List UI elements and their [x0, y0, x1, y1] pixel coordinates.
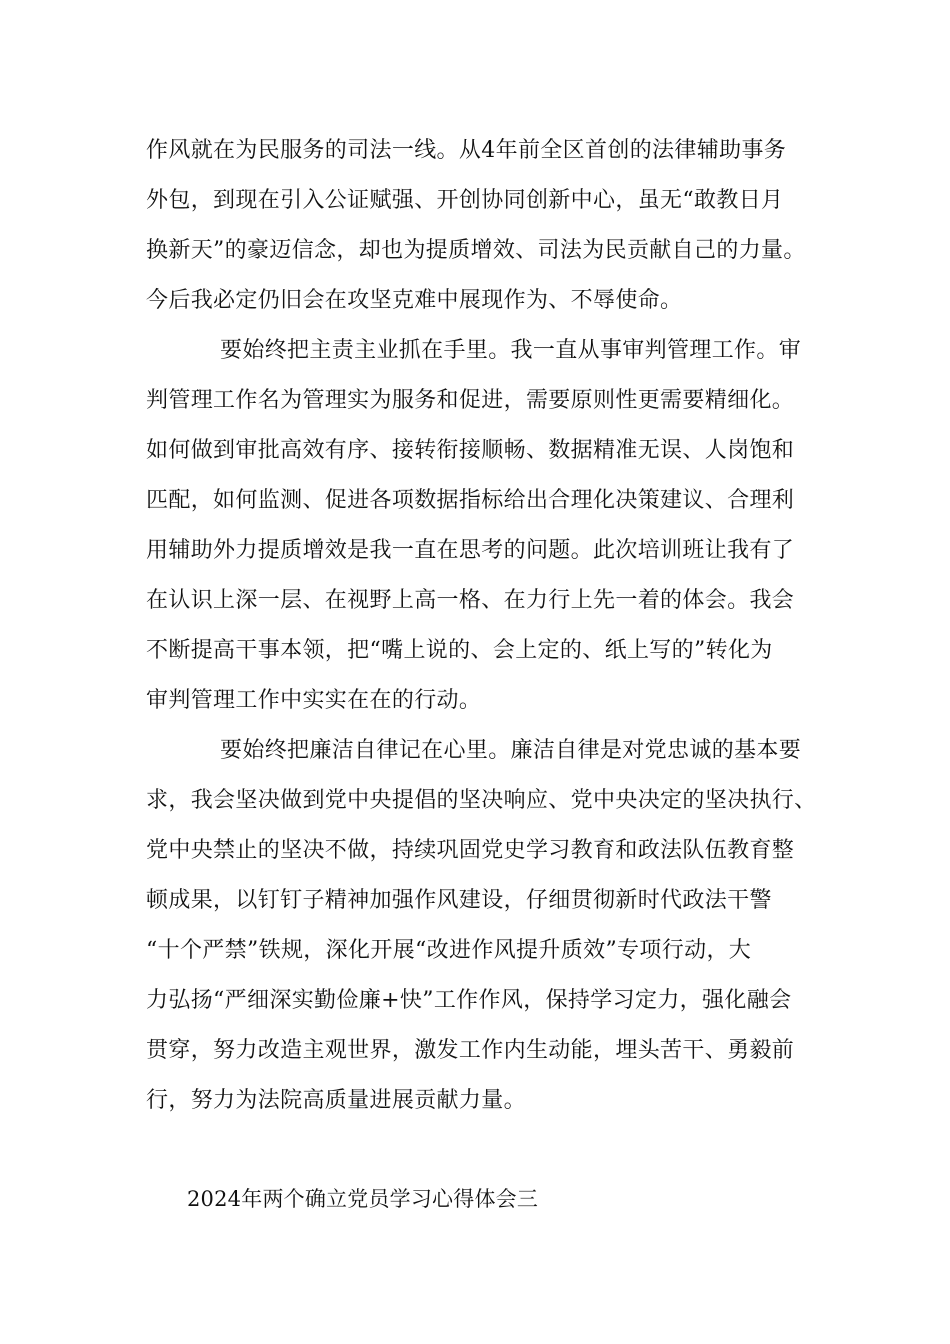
text-line: 审判管理工作中实实在在的行动。 — [146, 688, 482, 713]
text-line: 作风就在为民服务的司法一线。从4年前全区首创的法律辅助事务 — [146, 138, 787, 163]
text-line: 求，我会坚决做到党中央提倡的坚决响应、党中央决定的坚决执行、 — [146, 788, 817, 813]
text-line: 在认识上深一层、在视野上高一格、在力行上先一着的体会。我会 — [146, 588, 795, 613]
paragraph-1 — [146, 126, 836, 326]
text-line: 换新天”的豪迈信念，却也为提质增效、司法为民贡献自己的力量。 — [146, 238, 806, 263]
text-line: 如何做到审批高效有序、接转衔接顺畅、数据精准无误、人岗饱和 — [146, 438, 795, 463]
text-line-indented: 要始终把廉洁自律记在心里。廉洁自律是对党忠诚的基本要 — [220, 738, 802, 763]
text-line: “十个严禁”铁规，深化开展“改进作风提升质效”专项行动，大 — [146, 938, 752, 963]
paragraph-3 — [146, 726, 836, 1126]
text-line: 今后我必定仍旧会在攻坚克难中展现作为、不辱使命。 — [146, 288, 683, 313]
text-line: 顿成果，以钉钉子精神加强作风建设，仔细贯彻新时代政法干警 — [146, 888, 772, 913]
text-line-indented: 要始终把主责主业抓在手里。我一直从事审判管理工作。审 — [220, 338, 802, 363]
paragraph-2 — [146, 326, 836, 726]
text-line: 党中央禁止的坚决不做，持续巩固党史学习教育和政法队伍教育整 — [146, 838, 795, 863]
text-line: 行，努力为法院高质量进展贡献力量。 — [146, 1088, 526, 1113]
text-line: 匹配，如何监测、促进各项数据指标给出合理化决策建议、合理利 — [146, 488, 795, 513]
text-line: 外包，到现在引入公证赋强、开创协同创新中心，虽无“敢教日月 — [146, 188, 784, 213]
text-line: 不断提高干事本领，把“嘴上说的、会上定的、纸上写的”转化为 — [146, 638, 773, 663]
text-line: 力弘扬“严细深实勤俭廉+快”工作作风，保持学习定力，强化融会 — [146, 988, 792, 1013]
section-heading: 2024年两个确立党员学习心得体会三 — [187, 1187, 539, 1211]
text-line: 用辅助外力提质增效是我一直在思考的问题。此次培训班让我有了 — [146, 538, 795, 563]
text-line: 贯穿，努力改造主观世界，激发工作内生动能，埋头苦干、勇毅前 — [146, 1038, 795, 1063]
text-line: 判管理工作名为管理实为服务和促进，需要原则性更需要精细化。 — [146, 388, 795, 413]
